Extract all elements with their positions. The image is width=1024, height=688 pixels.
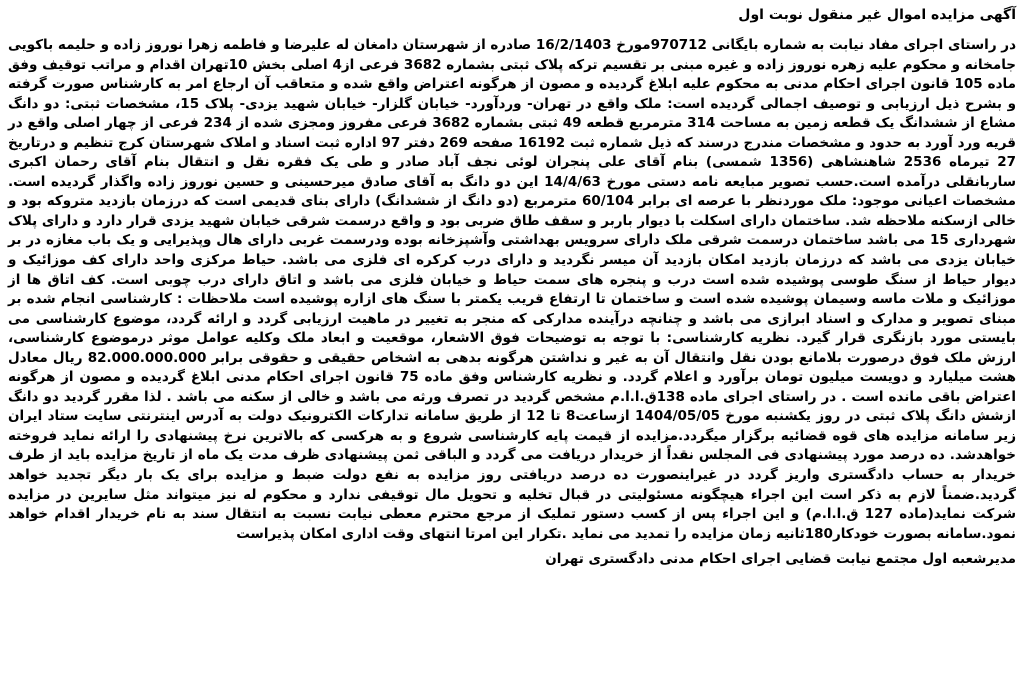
notice-body: در راستای اجرای مفاد نیابت به شماره بایگانی 970712مورخ 16/2/1403 صادره از شهرستان دامغان له علیرضا و فاطمه زهرا نوروز زاده و حلیمه باکویی جامخانه و محکوم علیه زهره نوروز زاده و غیره مبنی بر تقسیم ترکه پلاک ثبتی بشماره 3682 فرعی از4 اصلی بخش 10تهران اقدام و مراتب توقیف وفق ماده 105 قانون اجرای احکام مدنی به محکوم علیه ابلاغ گردیده و مصون از هرگونه اعتراض واقع شده و متعاقب آن ارجاع امر به کارشناس صورت گرفته و بشرح ذیل ارزیابی و توصیف اجمالی گردیده است: ملک واقع در تهران- وردآورد- خیابان گلزار- خیابان شهید یزدی- پلاک 15، مشخصات ثبتی: دو دانگ مشاع از ششدانگ یک قطعه زمین به مساحت 314 مترمربع قطعه 49 ثبتی بشماره 3682 فرعی مفروز ومجزی شده از 234 فرعی از چهار اصلی واقع در قریه ورد آورد به حدود و مشخصات مندرج درسند که ذیل شماره ثبت 16192 صفحه 269 دفتر 97 اداره ثبت اسناد و املاک شهرستان کرج تنظیم و درتاریخ 27 تیرماه 2536 شاهنشاهی (1356 شمسی) بنام آقای علی پنجران لوئی نجف آباد صادر و طی یک فقره نقل و انتقال بنام آقای رحمان اکبری ساربانقلی درآمده است.حسب تصویر مبایعه نامه دستی مورخ 14/4/63 این دو دانگ به آقای صادق میرحسینی و حسین نوروز زاده واگذار گردیده است. مشخصات اعیانی موجود: ملک موردنظر با عرصه ای برابر 60/104 مترمربع (دو دانگ از ششدانگ) دارای بنای قدیمی است که درزمان بازدید متروکه بود و خالی ازسکنه ملاحظه شد. ساختمان دارای اسکلت با دیوار باربر و سقف طاق ضربی بود و واقع درسمت شرقی خیابان شهید یزدی قرار دارد و دارای پلاک شهرداری 15 می باشد ساختمان درسمت شرقی ملک دارای سرویس بهداشتی وآشپزخانه بوده ودرسمت غربی دارای هال وپذیرایی و یک باب مغازه در بر خیابان یزدی می باشد که درزمان بازدید امکان بازدید آن میسر نگردید و دارای درب کرکره ای فلزی می باشد. حیاط مرکزی واحد دارای کف موزائیک و دیوار حیاط از سنگ طوسی پوشیده شده است درب و پنجره های سمت حیاط و خیابان فلزی می باشد و اتاق دارای درب چوبی است. کف اتاق ها از موزائیک و ملات ماسه وسیمان پوشیده شده است و ساختمان تا ارتفاع قریب یکمتر با سنگ های ازاره پوشیده است ملاحظات : کارشناسی انجام شده بر مبنای تصویر و مدارک و اسناد ابرازی می باشد و چنانچه درآینده مدارکی که منجر به تغییر در ماهیت ارزیابی گردد و ارائه گردد، موضوع کارشناسی می بایستی مورد بازنگری قرار گیرد. نظریه کارشناسی: با توجه به توضیحات فوق الاشعار، موقعیت و ابعاد ملک وکلیه عوامل موثر درموضوع کارشناسی، ارزش ملک فوق درصورت بلامانع بودن نقل وانتقال آن به غیر و نداشتن هرگونه بدهی به اشخاص حقیقی و حقوقی برابر 82.000.000.000 ریال معادل هشت میلیارد و دویست میلیون تومان برآورد و اعلام گردد. و نظریه کارشناس وفق ماده 75 قانون اجرای احکام مدنی ابلاغ گردیده و مصون از هرگونه اعتراض باقی مانده است . در راستای اجرای ماده 138ق.ا.ا.م مشخص گردید در تصرف ورثه می باشد و خالی از سکنه می باشد . لذا مقرر گردید دو دانگ ازشش دانگ پلاک ثبتی در روز یکشنبه مورخ 1404/05/05 ازساعت8 تا 12 از طریق سامانه تدارکات الکترونیک دولت به آدرس اینترنتی سایت ستاد ایران زیر سامانه مزایده های قوه قضائیه برگزار میگردد.مزایده از قیمت پایه کارشناسی شروع و به هرکسی که بالاترین نرخ پیشنهادی را ارائه نماید فروخته خواهدشد. ده درصد مورد پیشنهادی فی المجلس نقداً از خریدار دریافت می گردد و الباقی ثمن پیشنهادی ظرف مدت یک ماه از تاریخ مزایده باید از طرف خریدار به حساب دادگستری واریز گردد در غیراینصورت ده درصد دریافتی روز مزایده به نفع دولت ضبط و مزایده برای یک بار دیگر تجدید خواهد گردید.ضمناً لازم به ذکر است این اجراء هیچگونه مسئولیتی در قبال تخلیه و تحویل مال توقیفی ندارد و محکوم له نیز میتواند مثل سایرین در مزایده شرکت نماید(ماده 127 ق.ا.ا.م) و این اجراء پس از کسب دستور تملیک از مرجع محترم معطی نیابت نسبت به انتقال سند به نام خریدار اقدام خواهد نمود.سامانه بصورت خودکار180ثانیه زمان مزایده را تمدید می نماید .تکرار این امرتا انتهای وقت اداری امکان پذیراست	[8, 37, 1017, 542]
notice-title: آگهی مزایده اموال غیر منقول نوبت اول	[738, 7, 1016, 23]
notice-signature: مدیرشعبه اول مجتمع نیابت قضایی اجرای احکام مدنی دادگستری تهران	[545, 551, 1016, 568]
